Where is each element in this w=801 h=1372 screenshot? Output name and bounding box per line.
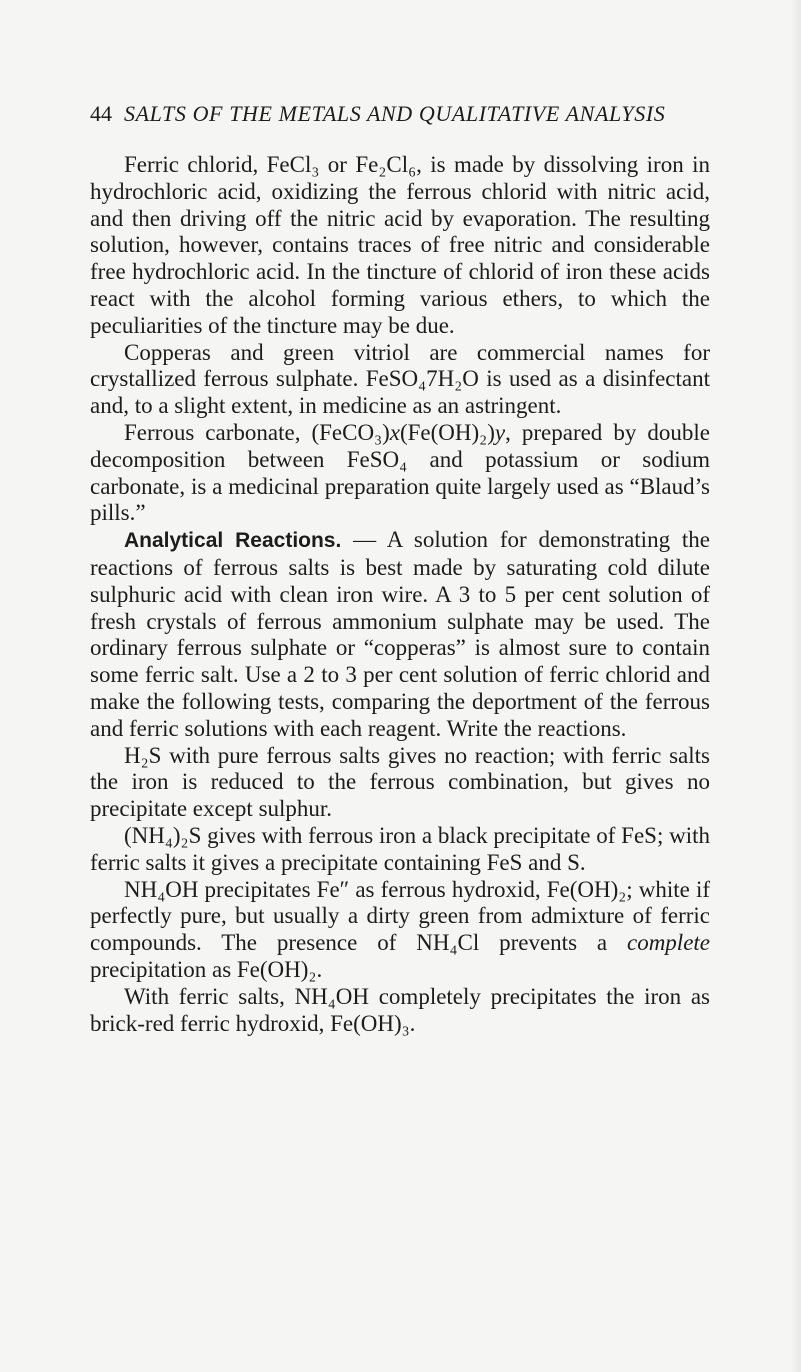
paragraph-text: NH₄OH precipitates Fe″ as ferrous hydroxid, Fe(OH)₂; white if perfectly pure, but usually a dirty green from admixture of ferric compounds. The presence of NH₄Cl prevents a bbox=[90, 876, 710, 956]
paragraph-text: Ferric chlorid, FeCl₃ or Fe₂Cl₆, is made by dissolving iron in hydrochloric acid, oxidizing the ferrous chlorid with nitric acid, and then driving off the nitric acid by evaporation. The resulting solution, however, contains traces of free nitric and considerable free hydrochloric acid. In the tincture of chlorid of iron these acids react with the alcohol forming various ethers, to which the peculiarities of the tincture may be due. bbox=[90, 152, 710, 338]
paragraph-text: With ferric salts, NH₄OH completely precipitates the iron as brick-red ferric hydroxid, Fe(OH)₃. bbox=[90, 983, 710, 1036]
paragraph-text: precipitation as Fe(OH)₂. bbox=[90, 956, 323, 982]
paragraph-text: Copperas and green vitriol are commercial names for crystallized ferrous sulphate. FeSO₄7H₂O is used as a disinfectant and, to a slight extent, in medicine as an astringent. bbox=[90, 339, 710, 419]
paragraph-ferrous-carbonate bbox=[90, 420, 710, 527]
paragraph-text: (NH₄)₂S gives with ferrous iron a black precipitate of FeS; with ferric salts it gives a precipitate containing FeS and S. bbox=[90, 822, 710, 875]
paragraph-text: , prepared by double decomposition between FeSO₄ and potassium or sodium carbonate, is a medicinal preparation quite largely used as “Blaud’s pills.” bbox=[90, 419, 710, 526]
paragraph-ammonium-sulphide bbox=[90, 823, 710, 877]
paragraph-text: (Fe(OH)₂) bbox=[399, 419, 495, 445]
paragraph-h2s bbox=[90, 743, 710, 823]
page-edge-shadow bbox=[791, 0, 801, 1372]
paragraph-ammonium-hydroxid bbox=[90, 877, 710, 984]
page-body bbox=[90, 152, 710, 1037]
emphasis-text: complete bbox=[626, 930, 710, 956]
paragraph-copperas bbox=[90, 340, 710, 420]
paragraph-ferric-chlorid bbox=[90, 152, 710, 340]
formula-variable: y bbox=[494, 419, 506, 445]
paragraph-analytical-reactions bbox=[90, 527, 710, 742]
paragraph-text: H₂S with pure ferrous salts gives no reaction; with ferric salts the iron is reduced to the ferrous combination, but gives no precipitate except sulphur. bbox=[90, 742, 710, 822]
formula-variable: x bbox=[389, 419, 400, 445]
running-header bbox=[90, 100, 710, 128]
paragraph-text: Ferrous carbonate, (FeCO₃) bbox=[124, 419, 390, 445]
page-number: 44 bbox=[90, 101, 112, 126]
paragraph-text: — A solution for demonstrating the reactions of ferrous salts is best made by saturating cold dilute sulphuric acid with clean iron wire. A 3 to 5 per cent solution of fresh crystals of ferrous ammonium sulphate may be used. The ordinary ferrous sulphate or “copperas” is almost sure to contain some ferric salt. Use a 2 to 3 per cent solution of ferric chlorid and make the following tests, comparing the deportment of the ferrous and ferric solutions with each reagent. Write the reactions. bbox=[90, 527, 710, 741]
running-title: SALTS OF THE METALS AND QUALITATIVE ANALYSIS bbox=[124, 101, 666, 126]
section-heading: Analytical Reactions. bbox=[124, 529, 342, 553]
paragraph-ferric-salts bbox=[90, 984, 710, 1038]
